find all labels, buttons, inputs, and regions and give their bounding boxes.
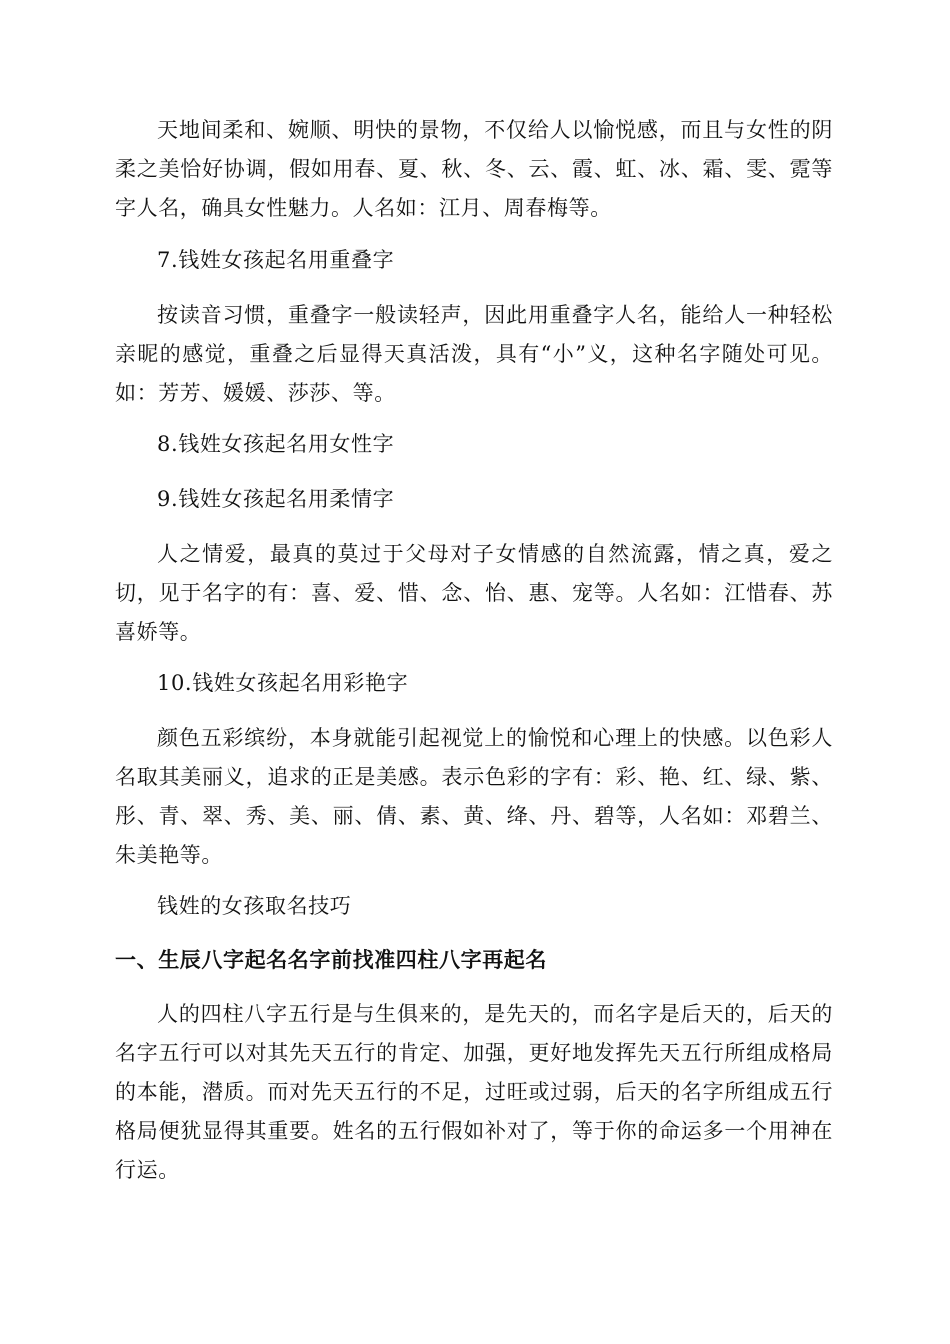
paragraph-reduplicated: 按读音习惯，重叠字一般读轻声，因此用重叠字人名，能给人一种轻松亲昵的感觉，重叠之后显得天真活泼，具有“小”义，这种名字随处可见。如：芳芳、媛媛、莎莎、等。 <box>115 303 833 405</box>
heading-8-feminine-chars: 8.钱姓女孩起名用女性字 <box>157 432 395 456</box>
heading-7-reduplicated-chars: 7.钱姓女孩起名用重叠字 <box>157 248 395 272</box>
heading-10-colorful-chars: 10.钱姓女孩起名用彩艳字 <box>157 671 409 695</box>
paragraph-five-elements: 人的四柱八字五行是与生俱来的，是先天的，而名字是后天的，后天的名字五行可以对其先天五行的肯定、加强，更好地发挥先天五行所组成格局的本能，潜质。而对先天五行的不足，过旺或过弱，后天的名字所组成五行格局便犹显得其重要。姓名的五行假如补对了，等于你的命运多一个用神在行运。 <box>115 1002 833 1182</box>
paragraph-colors: 颜色五彩缤纷，本身就能引起视觉上的愉悦和心理上的快感。以色彩人名取其美丽义，追求的正是美感。表示色彩的字有：彩、艳、红、绿、紫、彤、青、翠、秀、美、丽、倩、素、黄、绛、丹、碧等，人名如：邓碧兰、朱美艳等。 <box>115 726 833 867</box>
heading-naming-tips: 钱姓的女孩取名技巧 <box>157 894 352 918</box>
paragraph-seasons: 天地间柔和、婉顺、明快的景物，不仅给人以愉悦感，而且与女性的阴柔之美恰好协调，假如用春、夏、秋、冬、云、霞、虹、冰、霜、雯、霓等字人名，确具女性魅力。人名如：江月、周春梅等。 <box>115 118 833 220</box>
heading-9-tender-chars: 9.钱姓女孩起名用柔情字 <box>157 487 395 511</box>
section-heading-bazi: 一、生辰八字起名名字前找准四柱八字再起名 <box>115 948 547 972</box>
paragraph-affection: 人之情爱，最真的莫过于父母对子女情感的自然流露，情之真，爱之切，见于名字的有：喜、爱、惜、念、怡、惠、宠等。人名如：江惜春、苏喜娇等。 <box>115 542 833 644</box>
